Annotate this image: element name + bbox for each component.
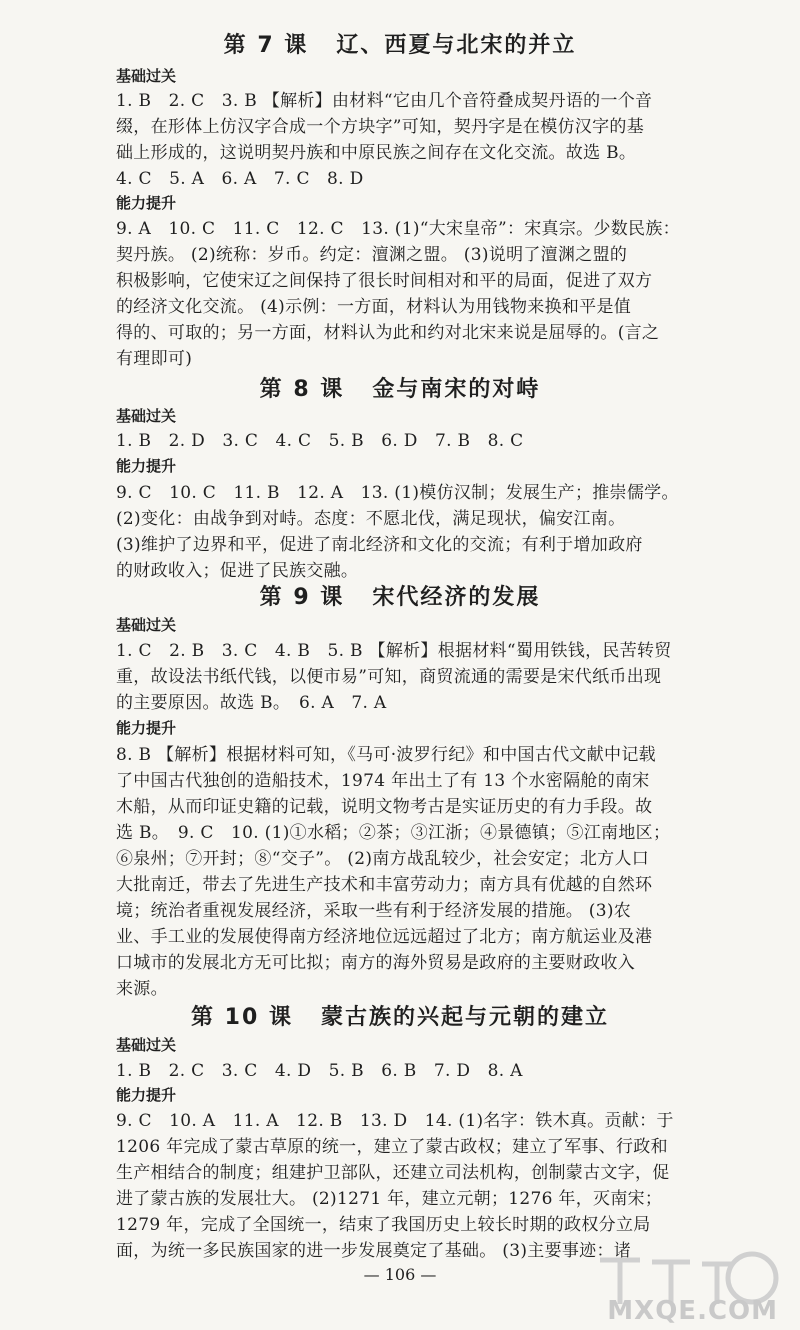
section-heading: 能力提升	[116, 1086, 177, 1104]
answer-line: 了中国古代独创的造船技术，1974 年出土了有 13 个水密隔舱的南宋	[116, 771, 650, 791]
answer-line: 缀，在形体上仿汉字合成一个方块字”可知，契丹字是在模仿汉字的基	[116, 117, 644, 137]
lesson-name: 宋代经济的发展	[372, 585, 541, 610]
answer-line: 1. B 2. C 3. B 【解析】由材料“它由几个音符叠成契丹语的一个音	[116, 91, 653, 111]
answer-line: 境；统治者重视发展经济，采取一些有利于经济发展的措施。 (3)农	[116, 901, 632, 921]
answer-line: 积极影响，它使宋辽之间保持了很长时间相对和平的局面，促进了双方	[116, 271, 653, 291]
answer-line: 9. A 10. C 11. C 12. C 13. (1)“大宋皇帝”：宋真宗。少数民族：	[116, 219, 680, 239]
answer-line: ⑥泉州；⑦开封；⑧“交子”。 (2)南方战乱较少，社会安定；北方人口	[116, 849, 650, 869]
answer-line: (2)变化：由战争到对峙。态度：不愿北伐，满足现状，偏安江南。	[116, 509, 626, 529]
answer-line: 进了蒙古族的发展壮大。 (2)1271 年，建立元朝；1276 年，灭南宋；	[116, 1189, 663, 1209]
lesson-number: 第 8 课	[259, 377, 345, 402]
page-number: — 106 —	[363, 1265, 437, 1284]
lesson-title	[0, 1000, 800, 1031]
answer-line: 得的、可取的；另一方面，材料认为此和约对北宋来说是屈辱的。(言之	[116, 323, 660, 343]
lesson-number: 第 10 课	[191, 1005, 293, 1030]
lesson-title	[0, 28, 800, 59]
lesson-name: 金与南宋的对峙	[372, 377, 541, 402]
answer-line: 4. C 5. A 6. A 7. C 8. D	[116, 169, 364, 189]
watermark-text: MXQE.COM	[607, 1296, 778, 1326]
lesson-number: 第 9 课	[259, 585, 345, 610]
answer-line: 契丹族。 (2)统称：岁币。约定：澶渊之盟。 (3)说明了澶渊之盟的	[116, 245, 628, 265]
lesson-name: 辽、西夏与北宋的并立	[336, 33, 577, 58]
answer-line: 重，故设法书纸代钱，以便市易”可知，商贸流通的需要是宋代纸币出现	[116, 667, 662, 687]
section-heading: 能力提升	[116, 194, 177, 212]
answer-line: 木船，从而印证史籍的记载，说明文物考古是实证历史的有力手段。故	[116, 797, 653, 817]
answer-line: 9. C 10. C 11. B 12. A 13. (1)模仿汉制；发展生产；推崇儒学。	[116, 483, 679, 503]
section-heading: 能力提升	[116, 719, 177, 737]
answer-line: 1. C 2. B 3. C 4. B 5. B 【解析】根据材料“蜀用铁钱，民苦转贸	[116, 641, 672, 661]
answer-line: 有理即可)	[116, 349, 193, 369]
lesson-number: 第 7 课	[223, 33, 309, 58]
answer-line: 来源。	[116, 979, 168, 999]
answer-line: 1206 年完成了蒙古草原的统一，建立了蒙古政权；建立了军事、行政和	[116, 1137, 668, 1157]
answer-line: 大批南迁，带去了先进生产技术和丰富劳动力；南方具有优越的自然环	[116, 875, 653, 895]
answer-line: 业、手工业的发展使得南方经济地位远远超过了北方；南方航运业及港	[116, 927, 653, 947]
answer-line: 1. B 2. D 3. C 4. C 5. B 6. D 7. B 8. C	[116, 431, 524, 451]
answer-line: 1. B 2. C 3. C 4. D 5. B 6. B 7. D 8. A	[116, 1061, 523, 1081]
answer-line: 1279 年，完成了全国统一，结束了我国历史上较长时期的政权分立局	[116, 1215, 651, 1235]
section-heading: 基础过关	[116, 67, 177, 85]
answer-line: 生产相结合的制度；组建护卫部队，还建立司法机构，创制蒙古文字，促	[116, 1163, 670, 1183]
answer-line: 口城市的发展北方无可比拟；南方的海外贸易是政府的主要财政收入	[116, 953, 635, 973]
answer-line: 选 B。 9. C 10. (1)①水稻；②茶；③江浙；④景德镇；⑤江南地区；	[116, 823, 671, 843]
lesson-name: 蒙古族的兴起与元朝的建立	[320, 1005, 609, 1030]
answer-line: 9. C 10. A 11. A 12. B 13. D 14. (1)名字：铁木真。贡献：于	[116, 1111, 674, 1131]
section-heading: 基础过关	[116, 407, 177, 425]
lesson-title	[0, 580, 800, 611]
section-heading: 基础过关	[116, 1036, 177, 1054]
answer-line: 础上形成的，这说明契丹族和中原民族之间存在文化交流。故选 B。	[116, 143, 637, 163]
answer-line: (3)维护了边界和平，促进了南北经济和文化的交流；有利于增加政府	[116, 535, 643, 555]
section-heading: 基础过关	[116, 616, 177, 634]
section-heading: 能力提升	[116, 457, 177, 475]
answer-line: 面，为统一多民族国家的进一步发展奠定了基础。 (3)主要事迹：诸	[116, 1241, 632, 1261]
answer-line: 的主要原因。故选 B。 6. A 7. A	[116, 693, 387, 713]
lesson-title	[0, 372, 800, 403]
answer-line: 8. B 【解析】根据材料可知，《马可·波罗行纪》和中国古代文献中记载	[116, 745, 656, 765]
answer-line: 的经济文化交流。 (4)示例：一方面，材料认为用钱物来换和平是值	[116, 297, 632, 317]
answer-line: 的财政收入；促进了民族交融。	[116, 561, 359, 581]
